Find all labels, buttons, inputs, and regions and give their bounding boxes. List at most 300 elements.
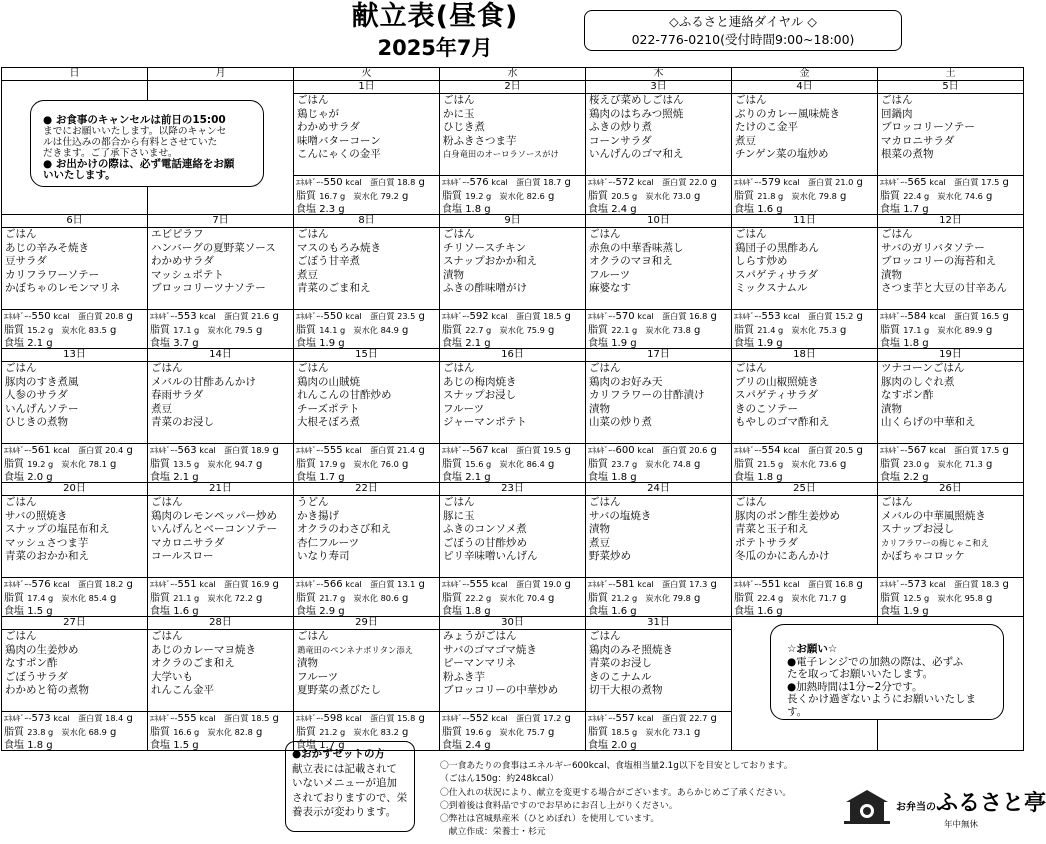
protein-value: 21.0: [835, 177, 854, 187]
day-number: 22日: [294, 483, 439, 496]
menu-item: チーズポテト: [297, 402, 360, 415]
gram-unit: g: [483, 726, 500, 737]
menu-item: カリフラワーソテー: [5, 268, 100, 281]
salt-label: 食塩: [296, 472, 320, 483]
menu-item: ごはん: [5, 228, 37, 240]
day-number: 14日: [148, 349, 293, 362]
protein-label: 蛋白質: [77, 579, 106, 589]
menu-item: 桜えび菜めしごはん: [589, 94, 684, 106]
protein-value: 20.5: [835, 445, 854, 455]
carb-value: 74.6: [964, 190, 983, 201]
menu-item: ごはん: [443, 228, 475, 240]
salt-label: 食塩: [734, 338, 758, 349]
gram-unit: g: [775, 324, 792, 335]
fat-label: 脂質: [296, 190, 320, 202]
salt-value: 1.9: [319, 338, 336, 349]
energy-label: ｴﾈﾙｷﾞｰ-: [296, 713, 324, 723]
menu-item: 青菜と玉子和え: [735, 523, 809, 536]
salt-label: 食塩: [296, 740, 320, 751]
day-cell: [732, 215, 878, 349]
menu-item: いんげんのゴマ和え: [589, 148, 684, 161]
protein-label: 蛋白質: [515, 445, 544, 455]
fat-value: 12.5: [903, 592, 922, 603]
nutrition-line: [442, 712, 585, 726]
carb-label: 炭水化: [499, 324, 527, 335]
nutrition-line: [150, 739, 293, 753]
gram-unit: g: [690, 592, 701, 604]
nutrition-line: [880, 458, 1023, 472]
fat-label: 脂質: [442, 592, 466, 604]
menu-item: 山菜の炒り煮: [589, 416, 652, 429]
menu-item: 回鍋肉: [881, 107, 913, 120]
nutrition-info: [2, 444, 147, 482]
menu-item: うどん: [297, 496, 329, 508]
brand-title: ふるさと亭: [936, 790, 1046, 816]
fat-label: 脂質: [588, 592, 612, 604]
nutrition-info: [294, 310, 439, 348]
day-cell: [294, 349, 440, 483]
gram-unit: g: [45, 592, 62, 603]
nutrition-line: [442, 726, 585, 740]
menu-list: [732, 496, 877, 578]
menu-item: 粉ふきさつま芋: [443, 134, 517, 147]
menu-item: ごぼうの甘酢炒め: [443, 536, 527, 549]
menu-item: 煮豆: [735, 134, 756, 147]
energy-label: ｴﾈﾙｷﾞｰ-: [880, 177, 908, 187]
nutrition-line: [442, 739, 585, 753]
carb-label: 炭水化: [499, 726, 527, 737]
fat-value: 15.2: [27, 324, 46, 335]
fat-value: 22.1: [611, 324, 630, 335]
gram-unit: g: [252, 324, 263, 336]
salt-value: 2.4: [465, 740, 482, 751]
menu-list: [586, 630, 731, 712]
menu-list: [586, 362, 731, 444]
menu-list: [732, 228, 877, 310]
gram-unit: g: [773, 338, 783, 349]
protein-label: 蛋白質: [661, 579, 690, 589]
fat-value: 16.6: [173, 726, 192, 737]
gram-unit: g: [921, 592, 938, 603]
protein-label: 蛋白質: [369, 713, 398, 723]
nutrition-line: [150, 310, 293, 324]
nutrition-line: [588, 712, 731, 726]
gram-unit: g: [707, 311, 717, 322]
protein-value: 15.2: [835, 311, 854, 321]
nutrition-info: [148, 310, 293, 348]
gram-unit: g: [999, 445, 1009, 456]
menu-item: 煮豆: [151, 402, 172, 415]
nutrition-line: [150, 712, 293, 726]
salt-value: 1.5: [27, 606, 44, 617]
menu-item: ごはん: [589, 496, 621, 508]
menu-item: かぼちゃのレモンマリネ: [5, 282, 121, 295]
carb-value: 83.5: [88, 324, 107, 335]
brand-slogan: 年中無休: [944, 820, 979, 830]
salt-label: 食塩: [296, 204, 320, 215]
kcal-unit: kcal: [50, 713, 78, 723]
nutrition-line: [588, 176, 731, 190]
contact-phone: 022-776-0210(受付時間9:00~18:00): [631, 32, 855, 47]
protein-label: 蛋白質: [807, 177, 836, 187]
menu-item: なすポン酢: [881, 389, 934, 402]
nutrition-info: [586, 176, 731, 214]
protein-label: 蛋白質: [807, 445, 836, 455]
nutrition-line: [296, 592, 439, 606]
energy-value: 567: [907, 445, 927, 456]
menu-item: サバの塩焼き: [589, 509, 652, 522]
menu-item: 漬物: [589, 402, 610, 415]
day-number: 7日: [148, 215, 293, 228]
nutrition-info: [294, 444, 439, 482]
day-number: 5日: [878, 81, 1023, 94]
energy-value: 555: [469, 579, 489, 590]
okazu-note-line: 献立表には記載されて: [292, 762, 397, 775]
menu-item: ごはん: [297, 94, 329, 106]
salt-value: 3.7: [173, 338, 190, 349]
salt-value: 1.5: [173, 740, 190, 751]
okazu-note-line: 養表示が変わります。: [292, 806, 397, 818]
day-number: 28日: [148, 617, 293, 630]
protein-value: 17.5: [981, 177, 1000, 187]
menu-list: [148, 362, 293, 444]
carb-value: 79.2: [380, 190, 399, 201]
day-cell: [586, 483, 732, 617]
gram-unit: g: [707, 579, 717, 590]
gram-unit: g: [415, 177, 425, 188]
energy-label: ｴﾈﾙｷﾞｰ-: [442, 311, 470, 321]
nutrition-line: [150, 726, 293, 740]
salt-value: 1.8: [465, 606, 482, 617]
energy-label: ｴﾈﾙｷﾞｰ-: [4, 713, 32, 723]
menu-item: ピリ辛味噌いんげん: [443, 550, 538, 563]
gram-unit: g: [189, 338, 199, 349]
fat-label: 脂質: [442, 458, 466, 470]
day-number: 12日: [878, 215, 1023, 228]
nutrition-line: [442, 444, 585, 458]
energy-value: 550: [323, 311, 343, 322]
energy-label: ｴﾈﾙｷﾞｰ-: [4, 579, 32, 589]
protein-label: 蛋白質: [77, 311, 106, 321]
protein-value: 18.5: [251, 713, 270, 723]
menu-item: わかめサラダ: [151, 255, 214, 268]
menu-item: メバルの甘酢あんかけ: [151, 375, 256, 388]
nutrition-line: [734, 592, 877, 606]
gram-unit: g: [544, 592, 555, 604]
protein-label: 蛋白質: [223, 579, 252, 589]
menu-item: ごはん: [297, 630, 329, 642]
protein-value: 18.2: [105, 579, 124, 589]
nutrition-info: [586, 578, 731, 616]
salt-label: 食塩: [734, 204, 758, 215]
kcal-unit: kcal: [780, 177, 808, 187]
fat-label: 脂質: [880, 324, 904, 336]
menu-item: スナップの塩昆布和え: [5, 523, 110, 536]
kcal-unit: kcal: [196, 713, 224, 723]
menu-item: ジャーマンポテト: [443, 416, 527, 429]
gram-unit: g: [481, 472, 491, 483]
gram-unit: g: [398, 726, 409, 738]
fat-value: 22.4: [903, 190, 922, 201]
protein-value: 18.5: [543, 311, 562, 321]
kcal-unit: kcal: [780, 579, 808, 589]
fat-label: 脂質: [734, 324, 758, 336]
nutrition-line: [588, 310, 731, 324]
nutrition-line: [296, 190, 439, 204]
gram-unit: g: [836, 592, 847, 604]
gram-unit: g: [191, 324, 208, 335]
menu-item: れんこんの甘酢炒め: [297, 389, 392, 402]
menu-item: 味噌バターコーン: [297, 134, 381, 147]
energy-value: 573: [907, 579, 927, 590]
kcal-unit: kcal: [634, 445, 662, 455]
carb-value: 75.3: [818, 324, 837, 335]
carb-value: 71.7: [818, 592, 837, 603]
menu-list: [586, 228, 731, 310]
protein-label: 蛋白質: [77, 445, 106, 455]
fat-label: 脂質: [734, 592, 758, 604]
nutrition-line: [296, 458, 439, 472]
energy-label: ｴﾈﾙｷﾞｰ-: [4, 445, 32, 455]
menu-item: ごはん: [881, 228, 913, 240]
menu-item: スナップお浸し: [443, 389, 517, 402]
gram-unit: g: [43, 606, 53, 617]
energy-label: ｴﾈﾙｷﾞｰ-: [442, 445, 470, 455]
menu-item: サバのゴマゴマ焼き: [443, 643, 537, 656]
nutrition-line: [442, 310, 585, 324]
protein-label: 蛋白質: [223, 311, 252, 321]
fat-value: 19.6: [465, 726, 484, 737]
menu-item: みょうがごはん: [443, 630, 517, 642]
energy-value: 600: [615, 445, 635, 456]
menu-item: ハンバーグの夏野菜ソース: [151, 241, 276, 254]
gram-unit: g: [337, 190, 354, 201]
nutrition-line: [150, 444, 293, 458]
cancel-note-line: ● お出かけの際は、必ず電話連絡をお願: [43, 158, 235, 170]
menu-item: ブロッコリーの中華炒め: [443, 684, 559, 697]
carb-label: 炭水化: [61, 458, 89, 469]
day-cell: [586, 215, 732, 349]
menu-list: [2, 228, 147, 310]
nutrition-line: [4, 712, 147, 726]
weekday-header: 水: [440, 68, 586, 81]
menu-item: ごはん: [151, 630, 183, 642]
menu-item: ブロッコリーソテー: [881, 121, 975, 134]
gram-unit: g: [483, 592, 500, 603]
kcal-unit: kcal: [50, 311, 78, 321]
menu-item: 根菜の煮物: [881, 148, 934, 161]
carb-label: 炭水化: [645, 726, 673, 737]
protein-label: 蛋白質: [369, 579, 398, 589]
nutrition-line: [150, 592, 293, 606]
menu-item: ごはん: [443, 496, 475, 508]
menu-item: エビピラフ: [151, 228, 204, 240]
gram-unit: g: [836, 190, 847, 202]
menu-item: ごはん: [589, 630, 621, 642]
menu-item: 山くらげの中華和え: [881, 416, 976, 429]
menu-item: 青菜のおかか和え: [5, 550, 89, 563]
gram-unit: g: [481, 606, 491, 617]
fat-value: 21.2: [319, 726, 338, 737]
menu-item: ごはん: [151, 362, 183, 374]
protein-label: 蛋白質: [223, 445, 252, 455]
energy-label: ｴﾈﾙｷﾞｰ-: [150, 579, 178, 589]
day-cell: [440, 483, 586, 617]
carb-label: 炭水化: [61, 726, 89, 737]
day-cell: [148, 483, 294, 617]
salt-label: 食塩: [880, 338, 904, 349]
energy-value: 555: [177, 713, 197, 724]
carb-value: 78.1: [88, 458, 107, 469]
menu-item: 赤魚の中華香味蒸し: [589, 241, 684, 254]
gram-unit: g: [561, 713, 571, 724]
fat-label: 脂質: [880, 458, 904, 470]
energy-label: ｴﾈﾙｷﾞｰ-: [4, 311, 32, 321]
nutrition-line: [588, 444, 731, 458]
energy-label: ｴﾈﾙｷﾞｰ-: [442, 713, 470, 723]
fat-label: 脂質: [296, 726, 320, 738]
menu-item: カリフラワーの梅じゃこ和え: [881, 537, 989, 548]
menu-item: ごはん: [151, 496, 183, 508]
day-cell: [294, 617, 440, 751]
nutrition-line: [588, 592, 731, 606]
weekday-header: 火: [294, 68, 440, 81]
energy-value: 550: [323, 177, 343, 188]
menu-item: マッシュポテト: [151, 268, 224, 281]
carb-value: 95.8: [964, 592, 983, 603]
brand-prefix: お弁当の: [896, 802, 936, 813]
menu-item: 青菜のお浸し: [151, 416, 214, 429]
kcal-unit: kcal: [342, 713, 370, 723]
nutrition-line: [588, 324, 731, 338]
menu-item: かぼちゃコロッケ: [881, 550, 965, 563]
nutrition-line: [4, 310, 147, 324]
menu-item: 鶏肉の生姜炒め: [5, 643, 79, 656]
nutrition-line: [442, 592, 585, 606]
nutrition-line: [880, 444, 1023, 458]
menu-item: 漬物: [589, 523, 610, 536]
gram-unit: g: [123, 311, 133, 322]
fat-label: 脂質: [296, 324, 320, 336]
nutrition-line: [734, 176, 877, 190]
gram-unit: g: [629, 190, 646, 201]
energy-label: ｴﾈﾙｷﾞｰ-: [442, 177, 470, 187]
nutrition-line: [880, 176, 1023, 190]
kcal-unit: kcal: [926, 311, 954, 321]
carb-label: 炭水化: [207, 592, 235, 603]
protein-value: 16.5: [981, 311, 1000, 321]
energy-value: 557: [615, 713, 635, 724]
protein-label: 蛋白質: [661, 177, 690, 187]
energy-value: 592: [469, 311, 489, 322]
gram-unit: g: [773, 472, 783, 483]
menu-item: ごはん: [297, 228, 329, 240]
gram-unit: g: [123, 445, 133, 456]
protein-value: 20.4: [105, 445, 124, 455]
carb-label: 炭水化: [353, 592, 381, 603]
gram-unit: g: [481, 204, 491, 215]
menu-item: 煮豆: [297, 268, 318, 281]
gram-unit: g: [561, 445, 571, 456]
menu-list: [440, 94, 585, 176]
day-number: 16日: [440, 349, 585, 362]
menu-item: 春雨サラダ: [151, 389, 204, 402]
nutrition-info: [440, 310, 585, 348]
carb-label: 炭水化: [353, 458, 381, 469]
gram-unit: g: [544, 324, 555, 336]
nutrition-line: [4, 739, 147, 753]
day-number: 6日: [2, 215, 147, 228]
menu-item: たけのこ金平: [735, 121, 798, 134]
salt-value: 1.7: [319, 740, 336, 751]
protein-value: 21.6: [251, 311, 270, 321]
protein-label: 蛋白質: [369, 445, 398, 455]
salt-label: 食塩: [734, 606, 758, 617]
day-number: 18日: [732, 349, 877, 362]
week-row: [2, 349, 1024, 483]
energy-label: ｴﾈﾙｷﾞｰ-: [296, 445, 324, 455]
cancel-policy-note: [30, 100, 264, 187]
menu-item: 鶏肉のみそ照焼き: [589, 643, 673, 656]
day-cell: [878, 349, 1024, 483]
fat-value: 23.8: [27, 726, 46, 737]
fat-value: 20.5: [611, 190, 630, 201]
menu-item: ふきの酢味噌がけ: [443, 282, 527, 295]
menu-item: あじのカレーマヨ焼き: [151, 643, 256, 656]
day-number: 19日: [878, 349, 1023, 362]
day-cell: [586, 81, 732, 215]
gram-unit: g: [106, 726, 117, 738]
gram-unit: g: [775, 592, 792, 603]
salt-value: 2.1: [173, 472, 190, 483]
protein-label: 蛋白質: [953, 445, 982, 455]
footer-note-line: 〇到着後は食料品ですのでお早めにお召し上がりください。: [440, 800, 678, 811]
carb-value: 82.6: [526, 190, 545, 201]
nutrition-line: [588, 190, 731, 204]
menu-list: [148, 630, 293, 712]
fat-value: 14.1: [319, 324, 338, 335]
request-note-title: ☆お願い☆: [787, 643, 838, 655]
energy-label: ｴﾈﾙｷﾞｰ-: [880, 579, 908, 589]
fat-value: 17.1: [173, 324, 192, 335]
carb-value: 86.4: [526, 458, 545, 469]
protein-value: 17.5: [981, 445, 1000, 455]
cancel-note-line: ● お食事のキャンセルは前日の15:00: [43, 114, 226, 126]
menu-list: [148, 228, 293, 310]
gram-unit: g: [921, 190, 938, 201]
menu-item: スナップおかか和え: [443, 255, 538, 268]
gram-unit: g: [45, 726, 62, 737]
menu-item: カリフラワーの甘酢漬け: [589, 389, 705, 402]
kcal-unit: kcal: [196, 445, 224, 455]
energy-value: 566: [323, 579, 343, 590]
carb-label: 炭水化: [645, 190, 673, 201]
carb-value: 75.7: [526, 726, 545, 737]
menu-item: ごはん: [443, 362, 475, 374]
menu-item: フルーツ: [443, 402, 485, 415]
carb-value: 79.8: [672, 592, 691, 603]
protein-value: 19.5: [543, 445, 562, 455]
energy-label: ｴﾈﾙｷﾞｰ-: [734, 579, 762, 589]
menu-item: 鶏竜田のペンネナポリタン添え: [297, 644, 413, 655]
gram-unit: g: [775, 190, 792, 201]
carb-label: 炭水化: [791, 324, 819, 335]
menu-item: ポテトサラダ: [735, 536, 798, 549]
nutrition-line: [150, 324, 293, 338]
fat-value: 21.1: [173, 592, 192, 603]
energy-label: ｴﾈﾙｷﾞｰ-: [296, 579, 324, 589]
fat-label: 脂質: [296, 458, 320, 470]
